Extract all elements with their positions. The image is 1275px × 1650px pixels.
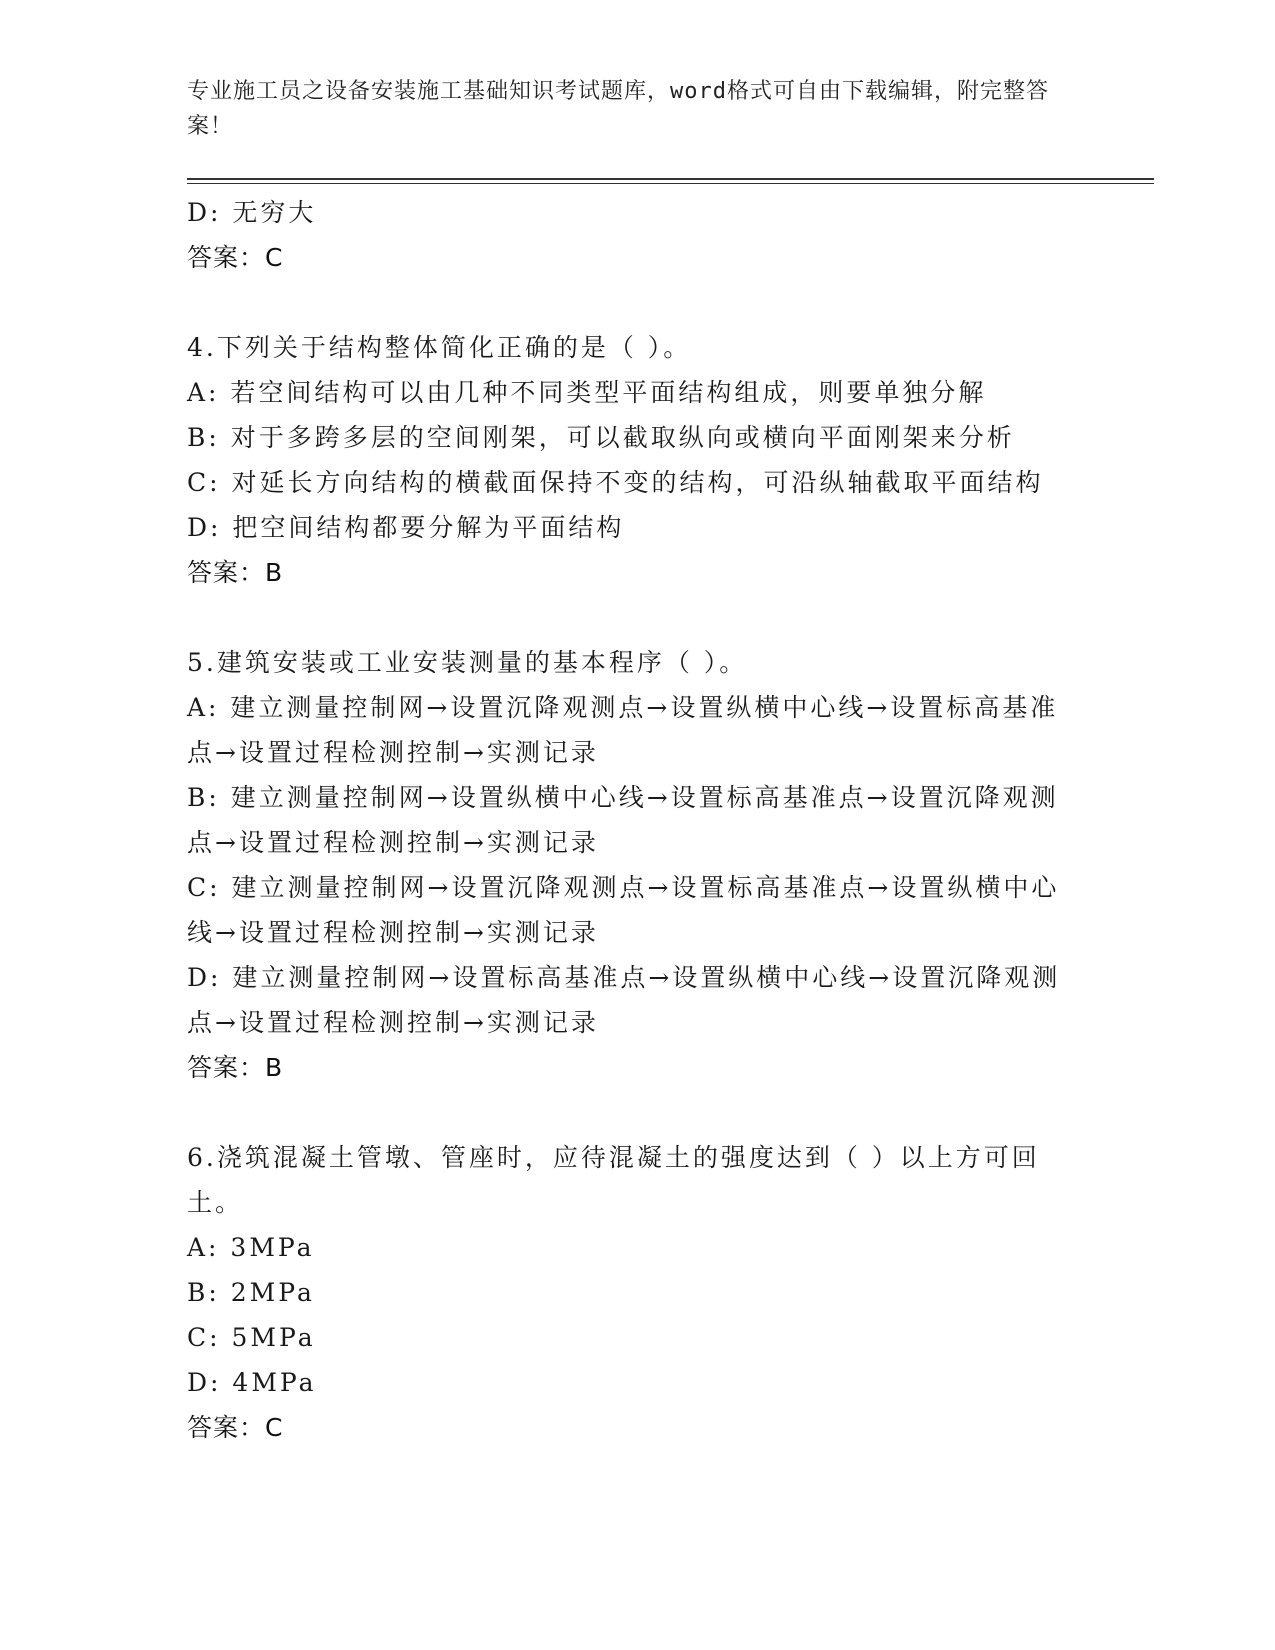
spacer (187, 595, 1077, 640)
answer-line: 答案：B (187, 558, 284, 587)
option-d: D: 4MPa (187, 1368, 317, 1397)
option-c: C: 对延长方向结构的横截面保持不变的结构，可沿纵轴截取平面结构 (187, 468, 1044, 497)
question-block-3-tail (187, 190, 1077, 280)
question-block-6 (187, 1135, 1077, 1450)
header-rule-thin (187, 183, 1154, 184)
question-block-4 (187, 325, 1077, 595)
option-a: A: 建立测量控制网→设置沉降观测点→设置纵横中心线→设置标高基准点→设置过程检测控制→实测记录 (187, 693, 1059, 767)
option-c: C: 建立测量控制网→设置沉降观测点→设置标高基准点→设置纵横中心线→设置过程检测控制→实测记录 (187, 873, 1060, 947)
answer-line: 答案：B (187, 1053, 284, 1082)
option-b: B: 2MPa (187, 1278, 315, 1307)
option-d: D: 建立测量控制网→设置标高基准点→设置纵横中心线→设置沉降观测点→设置过程检测控制→实测记录 (187, 963, 1061, 1037)
option-b: B: 建立测量控制网→设置纵横中心线→设置标高基准点→设置沉降观测点→设置过程检测控制→实测记录 (187, 783, 1059, 857)
option-c: C: 5MPa (187, 1323, 316, 1352)
question-content (187, 190, 1077, 1450)
option-d: D: 无穷大 (187, 198, 317, 227)
header-rule-thick (187, 178, 1154, 180)
question-block-5 (187, 640, 1077, 1090)
spacer (187, 1090, 1077, 1135)
option-b: B: 对于多跨多层的空间刚架，可以截取纵向或横向平面刚架来分析 (187, 423, 1015, 452)
question-stem: 4.下列关于结构整体简化正确的是（ ）。 (187, 333, 692, 362)
question-stem: 6.浇筑混凝土管墩、管座时，应待混凝土的强度达到（ ）以上方可回土。 (187, 1143, 1040, 1217)
answer-line: 答案：C (187, 243, 284, 272)
option-a: A: 若空间结构可以由几种不同类型平面结构组成，则要单独分解 (187, 378, 987, 407)
answer-line: 答案：C (187, 1413, 284, 1442)
spacer (187, 280, 1077, 325)
option-a: A: 3MPa (187, 1233, 315, 1262)
document-header: 专业施工员之设备安装施工基础知识考试题库，word格式可自由下载编辑，附完整答案！ (187, 79, 1049, 139)
option-d: D: 把空间结构都要分解为平面结构 (187, 513, 625, 542)
question-stem: 5.建筑安装或工业安装测量的基本程序（ ）。 (187, 648, 748, 677)
